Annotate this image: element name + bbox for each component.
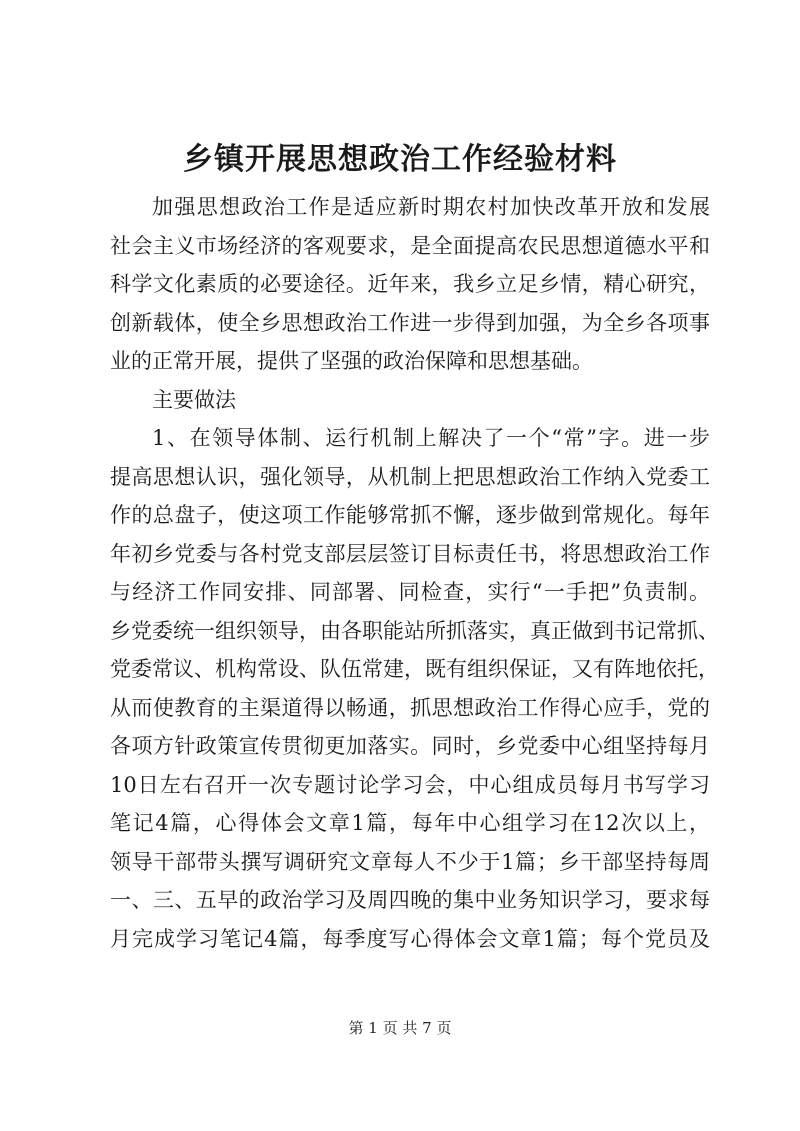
body-line: 各项方针政策宣传贯彻更加落实。同时，乡党委中心组坚持每月 xyxy=(110,734,710,758)
body-line: 1、在领导体制、运行机制上解决了一个“常”字。进一步 xyxy=(152,426,710,450)
body-line: 社会主义市场经济的客观要求，是全面提高农民思想道德水平和 xyxy=(110,233,710,258)
document-body xyxy=(110,188,719,958)
body-line: 与经济工作同安排、同部署、同检查，实行“一手把”负责制。 xyxy=(110,580,710,604)
document-title: 乡镇开展思想政治工作经验材料 xyxy=(183,142,617,177)
page-footer: 第 1 页 共 7 页 xyxy=(348,1019,452,1037)
body-line: 笔记4篇，心得体会文章1篇，每年中心组学习在12次以上， xyxy=(110,811,710,835)
body-line: 作的总盘子，使这项工作能够常抓不懈，逐步做到常规化。每年 xyxy=(110,503,710,527)
body-line: 创新载体，使全乡思想政治工作进一步得到加强，为全乡各项事 xyxy=(110,310,710,335)
body-line: 从而使教育的主渠道得以畅通，抓思想政治工作得心应手，党的 xyxy=(110,695,710,720)
body-line: 领导干部带头撰写调研究文章每人不少于1篇；乡干部坚持每周 xyxy=(110,849,710,874)
body-line: 加强思想政治工作是适应新时期农村加快改革开放和发展 xyxy=(152,195,710,219)
body-line: 乡党委统一组织领导，由各职能站所抓落实，真正做到书记常抓、 xyxy=(110,618,719,643)
body-line: 10日左右召开一次专题讨论学习会，中心组成员每月书写学习 xyxy=(110,772,710,797)
body-line: 年初乡党委与各村党支部层层签订目标责任书，将思想政治工作 xyxy=(110,541,710,566)
body-line: 党委常议、机构常设、队伍常建，既有组织保证，又有阵地依托， xyxy=(110,657,719,681)
body-line: 提高思想认识，强化领导，从机制上把思想政治工作纳入党委工 xyxy=(110,464,710,489)
body-line: 月完成学习笔记4篇，每季度写心得体会文章1篇；每个党员及 xyxy=(110,926,710,951)
body-line: 一、三、五早的政治学习及周四晚的集中业务知识学习，要求每 xyxy=(110,888,710,912)
body-line: 科学文化素质的必要途径。近年来，我乡立足乡情，精心研究， xyxy=(110,272,710,296)
section-heading: 主要做法 xyxy=(152,387,236,412)
body-line: 业的正常开展，提供了坚强的政治保障和思想基础。 xyxy=(110,349,593,373)
